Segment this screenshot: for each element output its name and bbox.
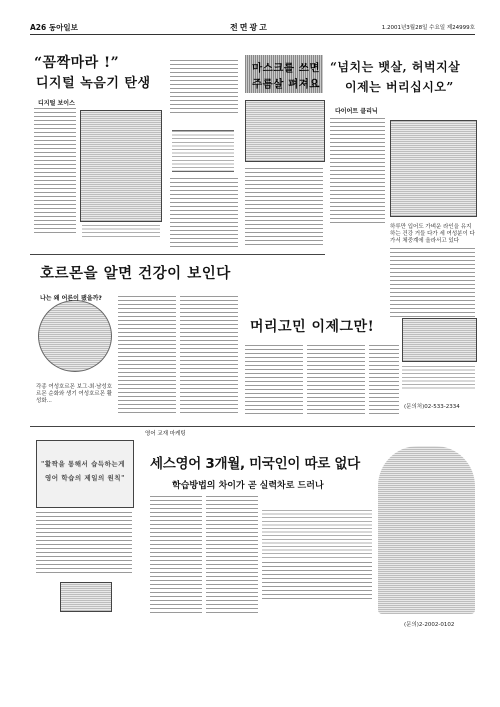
- ad5-body-text-col3: [369, 345, 399, 415]
- ad4-illustration-circle: [38, 300, 112, 372]
- ad5-body-text-col1: [245, 345, 303, 415]
- ad6-body-col2: [206, 496, 258, 614]
- ad6-quote-line1: "활짝을 통해서 습득하는게: [41, 460, 125, 468]
- ad5-photo-caption: [402, 366, 475, 390]
- ad4-body-text-col1: [118, 296, 176, 416]
- ad4-body-snippet: 각종 여성호르몬 보그·최·남성호르몬 순화와 생기 여성호르몬 활성화...: [36, 384, 113, 404]
- ad1-headline: 디지털 녹음기 탄생: [36, 76, 151, 91]
- ad5-headline: 머리고민 이제그만!: [250, 319, 375, 335]
- section-title: 전면광고: [230, 23, 269, 32]
- ad2-title-line2: 주름살 펴져요: [252, 78, 321, 90]
- ad1-body-text-lower: [170, 178, 238, 250]
- divider-lower: [30, 426, 475, 427]
- ad2-title-line1: 마스크를 쓰면: [252, 62, 321, 74]
- ad6-tag: 영어 교재 마케팅: [145, 431, 186, 437]
- ad6-body-col1: [150, 496, 202, 614]
- ad1-product-photo: [80, 110, 162, 222]
- page-number: A26 동아일보: [30, 23, 78, 32]
- ad4-headline: 호르몬을 알면 건강이 보인다: [40, 265, 231, 282]
- divider: [30, 254, 325, 255]
- ad5-body-text-col2: [307, 345, 365, 415]
- ad6-subhead: 학습방법의 차이가 곧 실력차로 드러나: [172, 481, 324, 491]
- ad3-headline-line2: 이제는 버리십시오”: [345, 80, 454, 94]
- ad6-quote-line2: 영어 학습의 제일의 원칙": [45, 474, 125, 482]
- ad1-body-text-left: [34, 108, 76, 236]
- ad3-tag: 다이어트 클리닉: [335, 108, 378, 115]
- ad6-man-photo: [378, 446, 475, 614]
- ad6-headline: 세스영어 3개월, 미국인이 따로 없다: [150, 456, 360, 472]
- ad3-photo: [390, 120, 477, 217]
- ad4-circle-text: 나는 왜 어른이 됐을까?: [40, 295, 102, 302]
- ad3-photo-caption: 하루만 입어도 가벼운 라인을 유지하는 건강 거들 다가 세 여성분이 다가서 체중계에 올라서고 있다: [390, 224, 475, 244]
- ad4-body-text-col2: [180, 296, 238, 416]
- date-info: 1.2001년3월28일 수요일 제24999호: [381, 25, 475, 31]
- ad1-body-text-right: [170, 60, 238, 115]
- ad5-contact: (문의처)02-533-2334: [404, 404, 460, 410]
- ad6-left-body: [36, 512, 132, 576]
- ad1-tag: 디지털 보이스: [38, 100, 75, 107]
- ad-digital-recorder: [30, 40, 165, 250]
- ad6-contact: (문의)2-2002-0102: [404, 622, 455, 628]
- ad2-body-text: [245, 168, 323, 248]
- ad3-headline-line1: “넘치는 뱃살, 허벅지살: [330, 60, 461, 74]
- ad1-photo-caption: [82, 225, 160, 239]
- page-header: [30, 22, 475, 35]
- ad1-headline-quote: “꼼짝마라 !”: [34, 55, 120, 71]
- ad3-body-text: [330, 118, 385, 223]
- ad6-body-bold: [262, 510, 372, 558]
- ad3-body-text-lower: [390, 248, 475, 318]
- ad1-highlight-block: [172, 130, 234, 172]
- ad5-photo: [402, 318, 477, 362]
- ad6-small-photo: [60, 582, 112, 612]
- ad2-face-photo: [245, 100, 325, 162]
- ad6-quote-box: [36, 440, 134, 508]
- ad6-body-col3: [262, 562, 372, 602]
